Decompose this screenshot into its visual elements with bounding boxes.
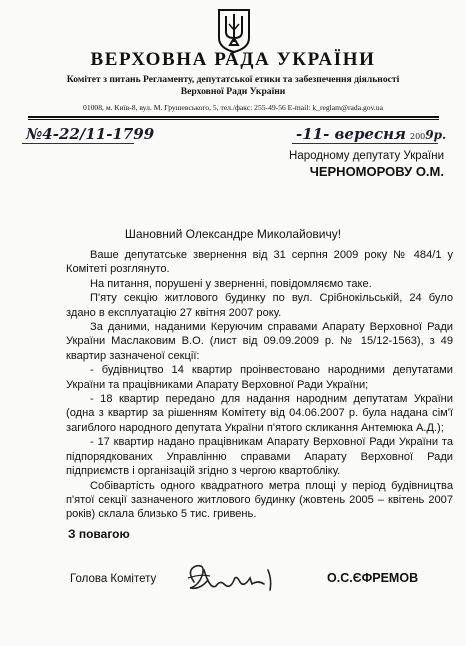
handwritten-signature-icon <box>180 560 290 598</box>
signer-title: Голова Комітету <box>70 573 157 585</box>
outgoing-date-suffix: 9р. <box>425 128 447 142</box>
committee-name <box>0 74 466 98</box>
outgoing-date-underline <box>292 143 438 144</box>
letterhead-divider <box>28 116 439 118</box>
letterhead-title: ВЕРХОВНА РАДА УКРАЇНИ <box>90 49 376 70</box>
closing-regards: З повагою <box>68 527 130 541</box>
outgoing-date-handwritten: -11- вересня <box>296 125 406 143</box>
signer-name: О.С.ЄФРЕМОВ <box>327 571 419 585</box>
letterhead-address: 01008, м. Київ-8, вул. М. Грушевського, 5, тел./факс: 255-49-56 E-mail: k_reglam@rada.gov.ua <box>83 103 383 112</box>
outgoing-date-year: 200 <box>409 132 426 141</box>
addressee-title: Народному депутату України <box>289 150 444 162</box>
outgoing-date <box>296 125 446 144</box>
trident-emblem-icon <box>217 8 251 54</box>
greeting: Шановний Олександре Миколайовичу! <box>124 227 342 241</box>
committee-line-1: Комітет з питань Регламенту, депутатської етики та забезпечення діяльності <box>66 74 400 85</box>
outgoing-number-underline <box>22 143 134 144</box>
paragraph: - 17 квартир надано працівникам Апарату Верховної Ради України та підпорядкованих Управлінню справами Апарату Верховної Ради підприємств і організацій згідно з чергою квартоблiку. <box>66 436 453 478</box>
paragraph: За даними, наданими Керуючим справами Апарату Верховної Ради України Маслаковим В.О. (лист від 09.09.2009 р. № 15/12-1563), з 49 квартир зазначеної секції: <box>66 321 453 362</box>
committee-line-2: Верховної Ради України <box>180 86 286 97</box>
paragraph: Ваше депутатське звернення від 31 серпня 2009 року № 484/1 у Комітеті розглянуто. <box>66 249 453 276</box>
letter-body <box>66 248 453 522</box>
addressee-name: ЧЕРНОМОРОВУ О.М. <box>309 164 444 179</box>
paragraph: П'яту секцію житлового будинку по вул. Срібнокільській, 24 було здано в експлуатацію 27 квітня 2007 року. <box>66 292 453 319</box>
paragraph: На питання, порушені у зверненні, повідомляємо таке. <box>90 277 372 290</box>
paragraph: Собівартість одного квадратного метра площі у період будівництва п'ятої секції зазначеного житлового будинку (жовтень 2005 – квітень 2007 років) склала близько 5 тис. гривень. <box>66 479 453 521</box>
letterhead-divider-thin <box>28 119 439 120</box>
outgoing-number: №4-22/11-1799 <box>26 125 155 143</box>
paragraph: - 18 квартир передано для надання народним депутатам України (одна з квартир за рішенням Комітету від 04.06.2007 р. була надана сім'ї загиблого народного депутата України п'ятого скликання Антемюка А.Д.); <box>66 393 453 434</box>
paragraph: - будівництво 14 квартир проінвестовано народними депутатами України та працівниками Апарату Верховної Ради України; <box>66 364 453 391</box>
